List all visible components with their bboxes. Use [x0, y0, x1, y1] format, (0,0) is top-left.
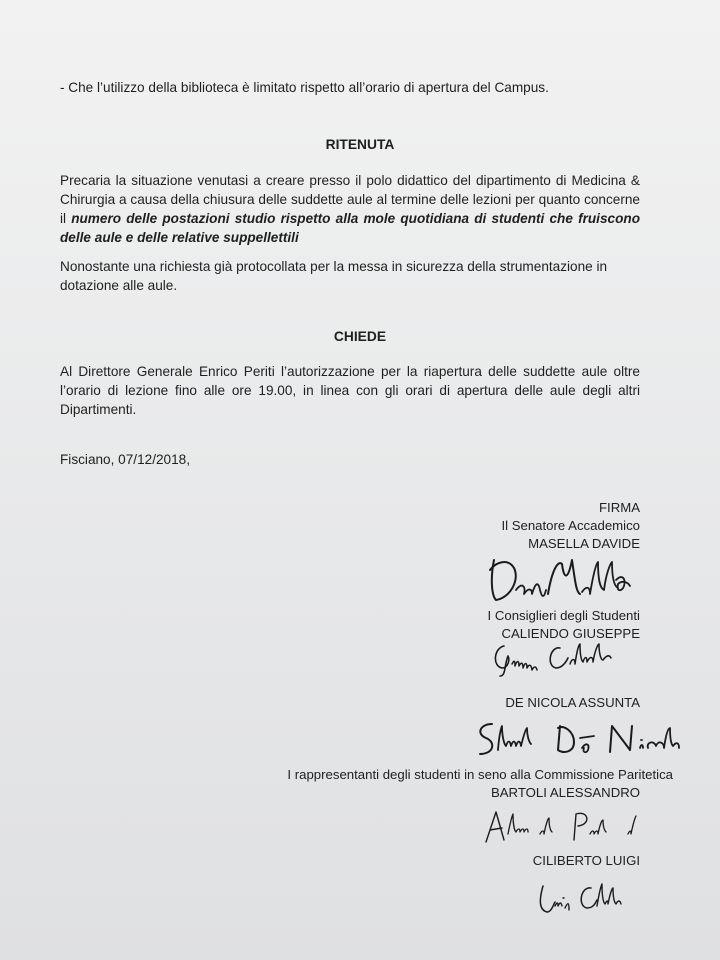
consigliere-2-name: DE NICOLA ASSUNTA	[505, 695, 640, 710]
ritenuta-text: Precaria la situazione venutasi a creare presso il polo didattico del dipartimento di Medicina & Chirurgia a causa della chiusura delle suddette aule al termine delle lezioni per quanto concerne il	[60, 173, 640, 226]
ritenuta-paragraph	[60, 171, 640, 247]
senatore-title: Il Senatore Accademico	[501, 518, 640, 533]
senatore-name: MASELLA DAVIDE	[528, 536, 640, 551]
consiglieri-title: I Consiglieri degli Studenti	[487, 608, 640, 623]
chiede-paragraph: Al Direttore Generale Enrico Periti l’autorizzazione per la riapertura delle suddette aule oltre l’orario di lezione fino alle ore 19.00, in linea con gli orari di apertura delle aule degli altri Dipartimenti.	[60, 364, 640, 417]
signature-bartoli	[478, 804, 658, 848]
rappresentante-2-name: CILIBERTO LUIGI	[532, 853, 640, 868]
ritenuta-emphasis: numero delle postazioni studio rispetto alla mole quotidiana di studenti che fruiscono delle aule e delle relative suppellettili	[60, 211, 640, 245]
signature-denicola	[470, 718, 690, 766]
place-date: Fisciano, 07/12/2018,	[60, 452, 190, 467]
rappresentante-1-name: BARTOLI ALESSANDRO	[490, 785, 640, 800]
commissione-title: I rappresentanti degli studenti in seno alla Commissione Paritetica	[287, 767, 673, 782]
intro-line: - Che l’utilizzo della biblioteca è limitato rispetto all’orario di apertura del Campus.	[60, 80, 549, 95]
signature-caliendo	[490, 638, 650, 678]
firma-label: FIRMA	[598, 500, 640, 515]
ritenuta-paragraph-2: Nonostante una richiesta già protocollata per la messa in sicurezza della strumentazione in dotazione alle aule.	[60, 259, 608, 293]
heading-ritenuta: RITENUTA	[325, 137, 395, 152]
heading-chiede: CHIEDE	[333, 329, 387, 344]
signature-ciliberto	[533, 876, 643, 920]
consigliere-1-name: CALIENDO GIUSEPPE	[501, 626, 640, 641]
signature-masella	[480, 550, 655, 608]
